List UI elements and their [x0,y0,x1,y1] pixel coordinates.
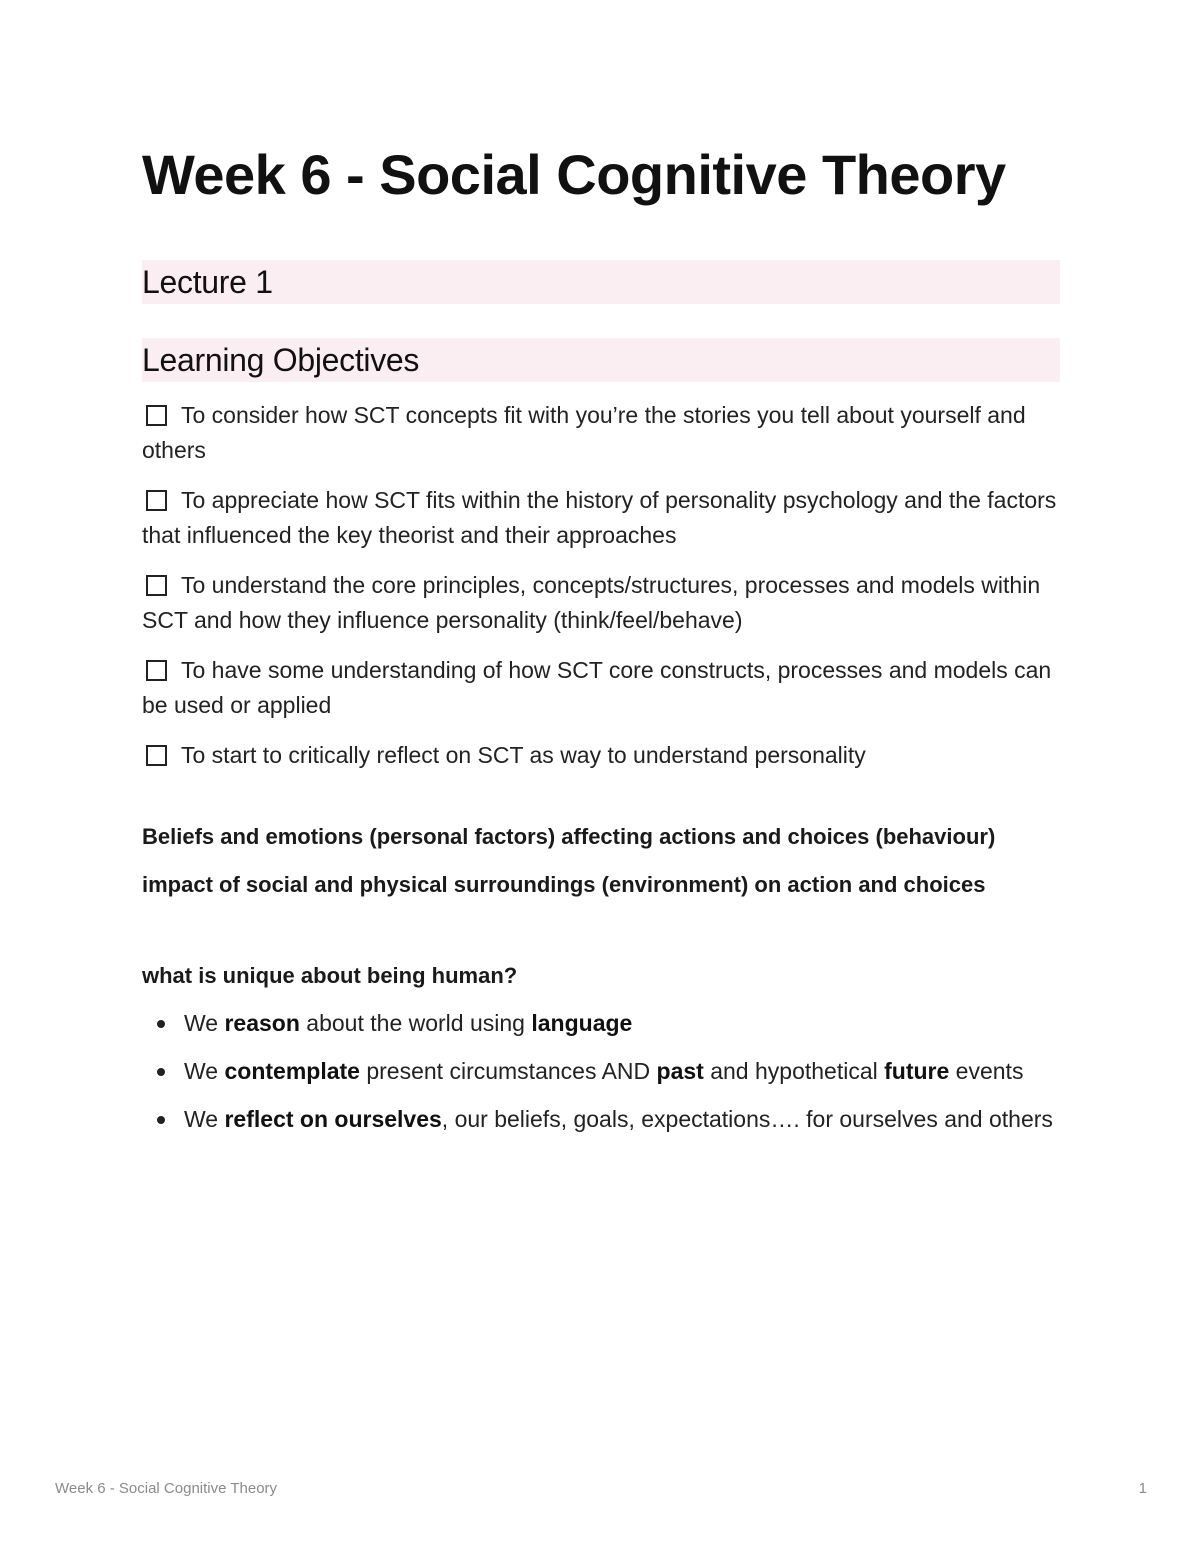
checklist-item [142,568,1060,638]
impact-paragraph: impact of social and physical surroundings (environment) on action and choices [142,872,986,897]
objectives-checklist [142,398,1060,773]
lecture-heading: Lecture 1 [142,260,1060,304]
bullet-item [142,1102,1060,1137]
page-content [142,140,1060,1150]
beliefs-paragraph: Beliefs and emotions (personal factors) affecting actions and choices (behaviour) [142,824,996,849]
human-traits-list [142,1006,1060,1137]
question-paragraph: what is unique about being human? [142,963,518,988]
bullet-text: We reflect on ourselves, our beliefs, goals, expectations…. for ourselves and others [184,1106,1053,1132]
bullet-dot-icon [157,1116,165,1124]
checklist-item-text: To start to critically reflect on SCT as way to understand personality [181,742,866,768]
footer-document-title: Week 6 - Social Cognitive Theory [55,1480,278,1497]
bullet-dot-icon [157,1020,165,1028]
checklist-item [142,653,1060,723]
checkbox-unchecked[interactable] [146,490,167,511]
checkbox-unchecked[interactable] [146,745,167,766]
bullet-item [142,1006,1060,1041]
checklist-item-text: To understand the core principles, concepts/structures, processes and models within SCT and how they influence personality (think/feel/behave) [142,572,1041,633]
checkbox-unchecked[interactable] [146,660,167,681]
learning-objectives-heading: Learning Objectives [142,338,1060,382]
bullet-text: We reason about the world using language [184,1010,633,1036]
checklist-item [142,398,1060,468]
footer-page-number: 1 [1138,1480,1147,1497]
checklist-item [142,483,1060,553]
checklist-item-text: To consider how SCT concepts fit with you’re the stories you tell about yourself and others [142,402,1026,463]
checklist-item-text: To appreciate how SCT fits within the history of personality psychology and the factors that influenced the key theorist and their approaches [142,487,1057,548]
bullet-dot-icon [157,1068,165,1076]
checklist-item [142,738,1060,773]
page-title: Week 6 - Social Cognitive Theory [142,143,1006,206]
checkbox-unchecked[interactable] [146,405,167,426]
bullet-item [142,1054,1060,1089]
checklist-item-text: To have some understanding of how SCT core constructs, processes and models can be used or applied [142,657,1052,718]
checkbox-unchecked[interactable] [146,575,167,596]
bullet-text: We contemplate present circumstances AND past and hypothetical future events [184,1058,1024,1084]
